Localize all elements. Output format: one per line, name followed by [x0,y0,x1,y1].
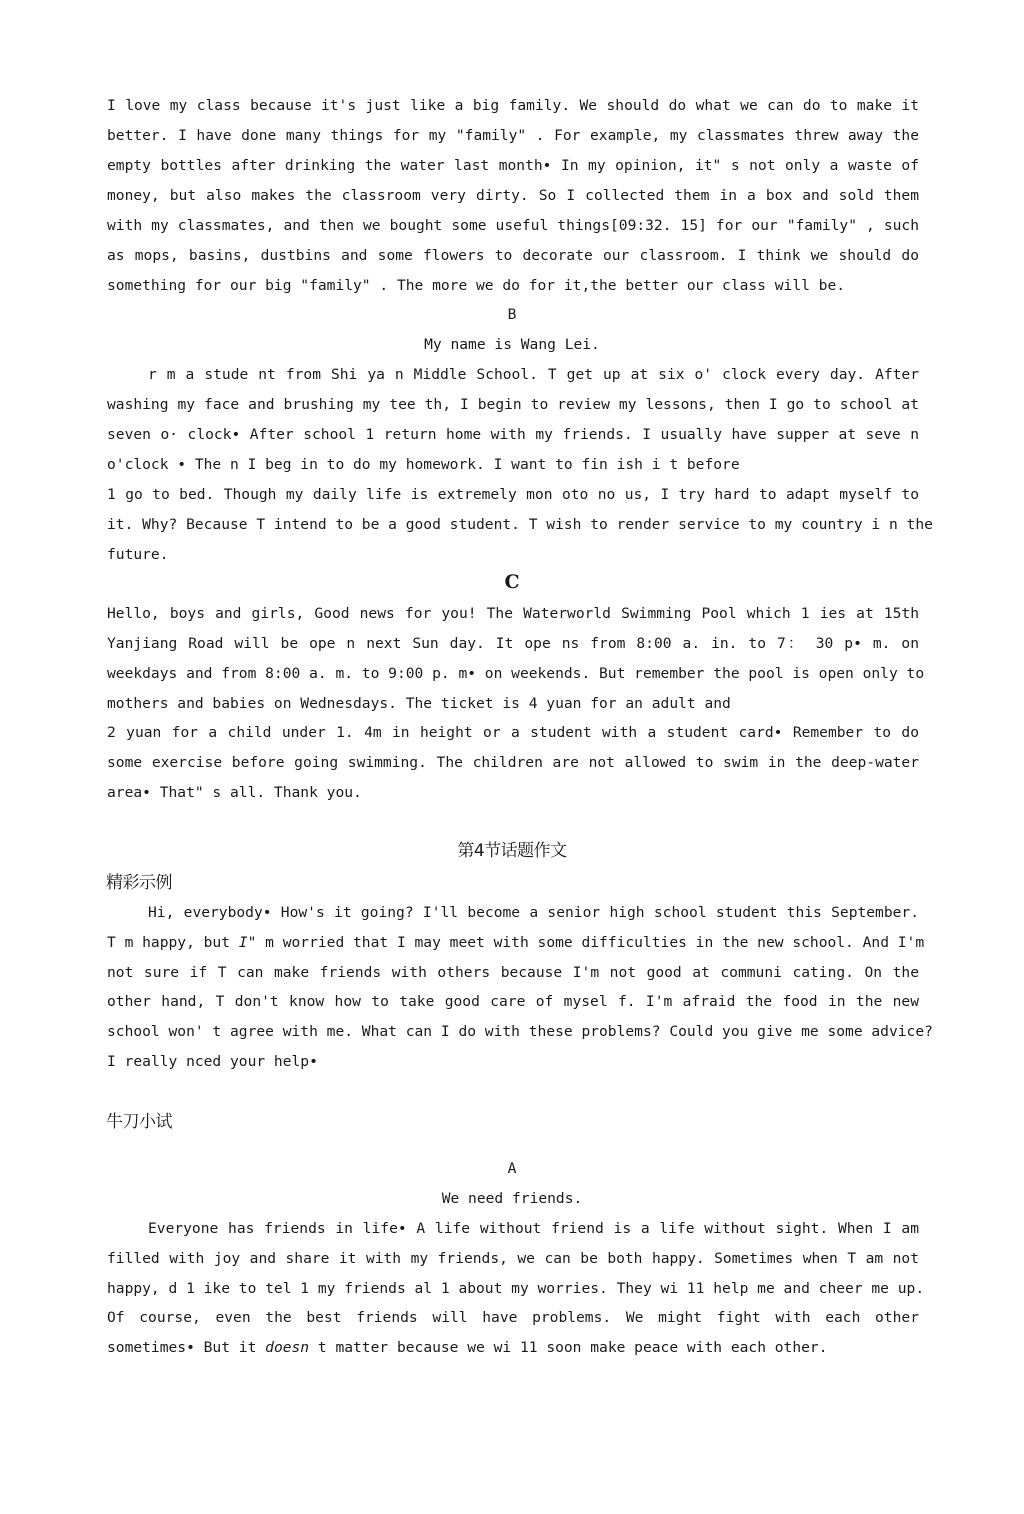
paragraph-line: Everyone has friends in life• A life without friend is a life without sight. When I am [148,1220,919,1237]
paragraph-line: some exercise before going swimming. The children are not allowed to swim in the deep-water [107,754,919,771]
paragraph-line: school won' t agree with me. What can I do with these problems? Could you give me some advice? [107,1023,933,1040]
paragraph-line: something for our big "family" . The more we do for it,the better our class will be. [107,277,846,294]
paragraph-line: filled with joy and share it with my friends, we can be both happy. Sometimes when T am not [107,1250,919,1267]
paragraph-line: money, but also makes the classroom very dirty. So I collected them in a box and sold them [107,187,919,204]
paragraph-line: future. [107,546,169,563]
paragraph-line: washing my face and brushing my tee th, I begin to review my lessons, then I go to school at [107,396,919,413]
section-letter-c: C [504,571,520,593]
paragraph-line: T m happy, but I" m worried that I may meet with some difficulties in the new school. And I'm [107,934,925,951]
paragraph-line: happy, d 1 ike to tel 1 my friends al 1 about my worries. They wi 11 help me and cheer me up. [107,1280,925,1297]
section-b-title: My name is Wang Lei. [424,336,600,353]
section-letter-b: B [507,306,517,323]
paragraph-line: not sure if T can make friends with others because I'm not good at communi cating. On the [107,964,919,981]
paragraph-line: Of course, even the best friends will have problems. We might fight with each other [107,1309,919,1326]
example-label: 精彩示例 [106,873,172,893]
practice-letter-a: A [507,1160,517,1177]
paragraph-line: 1 go to bed. Though my daily life is extremely mon oto no us, I try hard to adapt myself to [107,486,919,503]
paragraph-line: mothers and babies on Wednesdays. The ticket is 4 yuan for an adult and [107,695,731,712]
section-heading: 第4节话题作文 [457,841,567,861]
paragraph-line: weekdays and from 8:00 a. m. to 9:00 p. m• on weekends. But remember the pool is open only to [107,665,925,682]
paragraph-line: seven o· clock• After school 1 return home with my friends. I usually have supper at seve n [107,426,919,443]
paragraph-line: Hi, everybody• How's it going? I'll become a senior high school student this September. [148,904,919,921]
paragraph-line: I love my class because it's just like a big family. We should do what we can do to make it [107,97,919,114]
paragraph-line: sometimes• But it doesn t matter because we wi 11 soon make peace with each other. [107,1339,828,1356]
paragraph-line: empty bottles after drinking the water last month• In my opinion, it" s not only a waste of [107,157,919,174]
practice-label: 牛刀小试 [106,1112,172,1132]
paragraph-line: better. I have done many things for my "family" . For example, my classmates threw away the [107,127,919,144]
paragraph-line: as mops, basins, dustbins and some flowers to decorate our classroom. I think we should do [107,247,919,264]
paragraph-line: it. Why? Because T intend to be a good student. T wish to render service to my country i n the [107,516,933,533]
paragraph-line: 2 yuan for a child under 1. 4m in height or a student with a student card• Remember to do [107,724,919,741]
paragraph-line: Yanjiang Road will be ope n next Sun day. It ope ns from 8:00 a. in. to 7： 30 p• m. on [107,635,919,652]
practice-a-title: We need friends. [441,1190,583,1207]
paragraph-line: area• That" s all. Thank you. [107,784,362,801]
paragraph-line: with my classmates, and then we bought some useful things[09:32. 15] for our "family" , such [107,217,919,234]
paragraph-line: other hand, T don't know how to take good care of mysel f. I'm afraid the food in the new [107,993,919,1010]
paragraph-line: Hello, boys and girls, Good news for you! The Waterworld Swimming Pool which 1 ies at 15th [107,605,919,622]
paragraph-line: r m a stude nt from Shi ya n Middle School. T get up at six o' clock every day. After [148,366,919,383]
paragraph-line: o'clock • The n I beg in to do my homework. I want to fin ish i t before [107,456,740,473]
paragraph-line: I really nced your help• [107,1053,318,1070]
